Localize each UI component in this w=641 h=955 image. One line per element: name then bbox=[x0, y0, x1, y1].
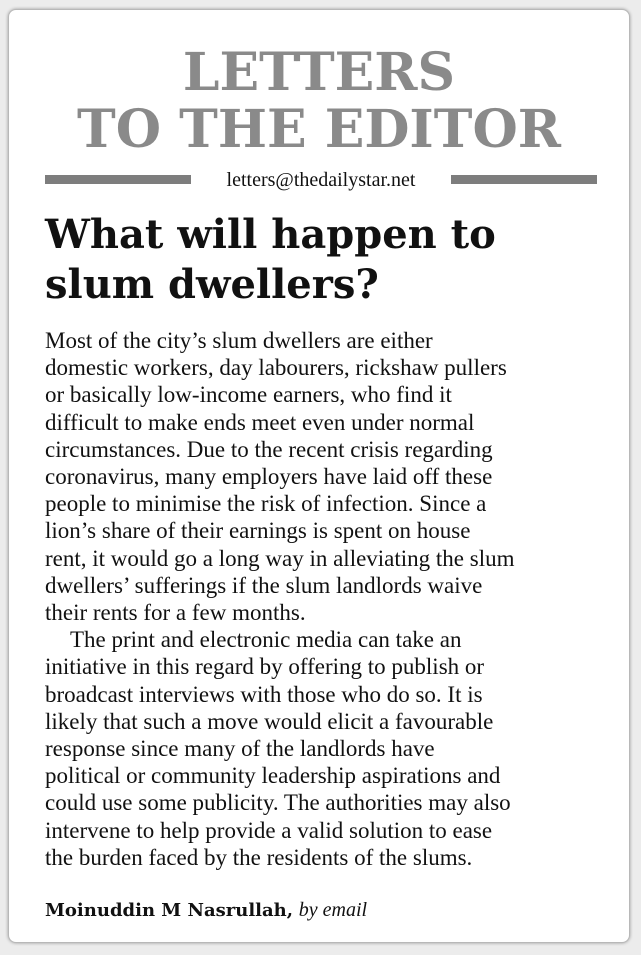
body-line: dwellers’ sufferings if the slum landlords waive bbox=[45, 572, 483, 598]
body-line: lion’s share of their earnings is spent on house bbox=[45, 518, 471, 544]
letter-headline bbox=[45, 210, 615, 310]
editor-email: letters@thedailystar.net bbox=[226, 169, 416, 191]
divider-bar-left bbox=[45, 175, 191, 184]
letter-card bbox=[8, 9, 630, 943]
body-line: initiative in this regard by offering to publish or bbox=[45, 654, 485, 680]
paragraph-1 bbox=[45, 327, 611, 626]
body-line: rent, it would go a long way in alleviating the slum bbox=[45, 545, 515, 571]
author-name: Moinuddin M Nasrullah, bbox=[45, 900, 294, 921]
body-line: difficult to make ends meet even under normal bbox=[45, 409, 475, 435]
body-line: could use some publicity. The authorities may also bbox=[45, 790, 511, 816]
letter-body bbox=[45, 327, 611, 871]
body-line: or basically low-income earners, who find it bbox=[45, 382, 452, 408]
email-row bbox=[45, 167, 597, 193]
submission-method: by email bbox=[298, 899, 368, 921]
body-line: circumstances. Due to the recent crisis regarding bbox=[45, 436, 493, 462]
body-line: domestic workers, day labourers, rickshaw pullers bbox=[45, 355, 507, 381]
body-line: response since many of the landlords have bbox=[45, 736, 435, 762]
body-line: broadcast interviews with those who do so. It is bbox=[45, 681, 483, 707]
headline-line-2: slum dwellers? bbox=[45, 261, 379, 308]
masthead-line-1: LETTERS bbox=[182, 42, 456, 103]
body-line: the burden faced by the residents of the slums. bbox=[45, 844, 473, 870]
divider-bar-right bbox=[451, 175, 597, 184]
body-line: The print and electronic media can take an bbox=[70, 627, 462, 653]
body-line: intervene to help provide a valid solution to ease bbox=[45, 817, 493, 843]
section-masthead bbox=[9, 44, 629, 158]
headline-line-1: What will happen to bbox=[45, 211, 496, 258]
body-line: political or community leadership aspirations and bbox=[45, 763, 501, 789]
body-line: people to minimise the risk of infection. Since a bbox=[45, 491, 487, 517]
body-line: their rents for a few months. bbox=[45, 600, 306, 626]
masthead-line-2: TO THE EDITOR bbox=[77, 99, 561, 160]
letter-signature bbox=[45, 897, 367, 924]
body-line: coronavirus, many employers have laid off these bbox=[45, 464, 493, 490]
body-line: likely that such a move would elicit a favourable bbox=[45, 708, 494, 734]
body-line: Most of the city’s slum dwellers are either bbox=[45, 328, 433, 353]
paragraph-2 bbox=[45, 626, 611, 871]
